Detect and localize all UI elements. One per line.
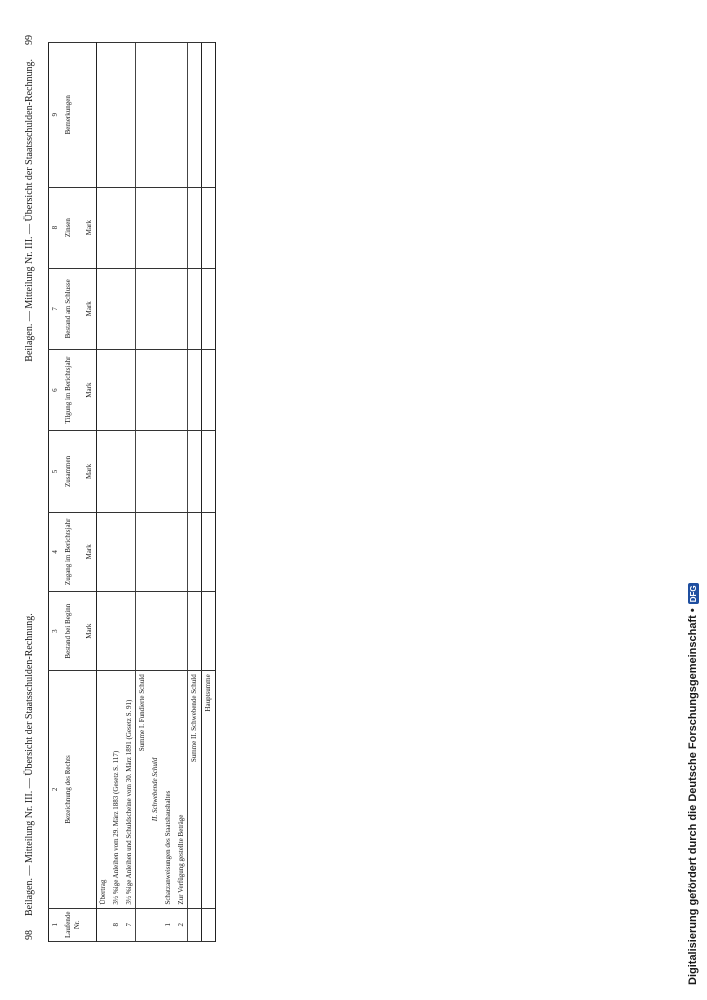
row-cell-col-4 [110, 512, 123, 591]
row-cell-col-5 [188, 431, 202, 512]
row-number [202, 908, 216, 941]
row-cell-col-3 [162, 592, 175, 671]
unit-col-7: Mark [83, 268, 96, 349]
colnum-3: 3 [49, 592, 62, 671]
dfg-logo: DFG [688, 585, 698, 603]
row-cell-col-3 [97, 592, 110, 671]
colnum-2: 2 [49, 671, 62, 908]
row-cell-col-7 [188, 268, 202, 349]
row-cell-col-6 [149, 349, 162, 430]
row-description: Summe II. Schwebende Schuld [188, 671, 202, 908]
subtotal-row [188, 43, 202, 942]
table-row [110, 43, 123, 942]
colnum-5: 5 [49, 431, 62, 512]
row-cell-col-7 [162, 268, 175, 349]
row-number: 7 [123, 908, 136, 941]
row-cell-col-7 [202, 268, 216, 349]
table-row [97, 43, 110, 942]
row-cell-col-9 [97, 43, 110, 188]
row-description: Hauptsumme [202, 671, 216, 908]
row-cell-col-8 [175, 187, 188, 268]
colnum-1: 1 [49, 908, 62, 941]
credit-text: Digitalisierung gefördert durch die Deutsche Forschungsgemeinschaft • [687, 608, 699, 985]
unit-col-5: Mark [83, 431, 96, 512]
row-number [188, 908, 202, 941]
row-cell-col-5 [97, 431, 110, 512]
row-number [149, 908, 162, 941]
row-description: Übertrag [97, 671, 110, 908]
row-cell-col-8 [136, 187, 149, 268]
row-description: 3½ %ige Anleihen und Schuldscheine vom 30. März 1891 (Gesetz S. 91) [123, 671, 136, 908]
row-number: 8 [110, 908, 123, 941]
colnum-4: 4 [49, 512, 62, 591]
row-cell-col-7 [149, 268, 162, 349]
table-row [162, 43, 175, 942]
row-cell-col-4 [188, 512, 202, 591]
left-page-number: 98 [23, 930, 35, 940]
header-zugang: Zugang im Berichtsjahr [62, 512, 84, 591]
row-cell-col-6 [123, 349, 136, 430]
header-bestand-beginn: Bestand bei Beginn [62, 592, 84, 671]
row-cell-col-3 [149, 592, 162, 671]
row-cell-col-6 [97, 349, 110, 430]
row-cell-col-4 [149, 512, 162, 591]
row-cell-col-5 [123, 431, 136, 512]
row-cell-col-5 [162, 431, 175, 512]
row-cell-col-5 [202, 431, 216, 512]
unit-row [83, 43, 96, 942]
row-cell-col-4 [175, 512, 188, 591]
row-cell-col-6 [110, 349, 123, 430]
header-zinsen: Zinsen [62, 187, 84, 268]
row-cell-col-3 [175, 592, 188, 671]
row-cell-col-4 [162, 512, 175, 591]
header-zusammen: Zusammen [62, 431, 84, 512]
right-page-number: 99 [23, 35, 35, 45]
ledger-table [48, 42, 216, 942]
row-cell-col-7 [175, 268, 188, 349]
row-cell-col-3 [202, 592, 216, 671]
header-bestand-schluss: Bestand am Schlusse [62, 268, 84, 349]
row-cell-col-4 [123, 512, 136, 591]
row-cell-col-4 [202, 512, 216, 591]
unit-col-3: Mark [83, 592, 96, 671]
row-cell-col-9 [175, 43, 188, 188]
row-description: Schatzanweisungen des Staatshaushaltes [162, 671, 175, 908]
row-cell-col-8 [97, 187, 110, 268]
left-running-title: Beilagen. — Mitteilung Nr. III. — Übersicht der Staatsschulden-Rechnung. [23, 613, 35, 916]
colnum-6: 6 [49, 349, 62, 430]
header-bezeichnung: Bezeichnung des Rechts [62, 671, 84, 908]
row-cell-col-8 [123, 187, 136, 268]
row-cell-col-6 [202, 349, 216, 430]
unit-col-8: Mark [83, 187, 96, 268]
unit-col-4: Mark [83, 512, 96, 591]
row-cell-col-8 [188, 187, 202, 268]
row-cell-col-5 [175, 431, 188, 512]
row-cell-col-4 [97, 512, 110, 591]
ledger-body [97, 43, 216, 942]
row-cell-col-3 [188, 592, 202, 671]
row-cell-col-7 [136, 268, 149, 349]
row-cell-col-8 [149, 187, 162, 268]
subtotal-row [136, 43, 149, 942]
row-cell-col-9 [110, 43, 123, 188]
row-cell-col-7 [97, 268, 110, 349]
row-cell-col-9 [136, 43, 149, 188]
unit-col-6: Mark [83, 349, 96, 430]
row-cell-col-4 [136, 512, 149, 591]
row-description: Zur Verfügung gestellte Beträge [175, 671, 188, 908]
colnum-8: 8 [49, 187, 62, 268]
row-description: 3½ %ige Anleihen vom 29. März 1883 (Gesetz S. 117) [110, 671, 123, 908]
row-description: Summe I. Fundierte Schuld [136, 671, 149, 908]
row-cell-col-5 [149, 431, 162, 512]
row-cell-col-6 [188, 349, 202, 430]
row-cell-col-7 [123, 268, 136, 349]
row-cell-col-9 [202, 43, 216, 188]
row-cell-col-3 [136, 592, 149, 671]
row-cell-col-8 [162, 187, 175, 268]
table-row [123, 43, 136, 942]
row-number [97, 908, 110, 941]
row-cell-col-3 [123, 592, 136, 671]
row-cell-col-6 [162, 349, 175, 430]
row-cell-col-8 [202, 187, 216, 268]
row-cell-col-9 [188, 43, 202, 188]
row-cell-col-5 [136, 431, 149, 512]
row-cell-col-9 [149, 43, 162, 188]
row-cell-col-7 [110, 268, 123, 349]
row-cell-col-6 [175, 349, 188, 430]
row-cell-col-5 [110, 431, 123, 512]
column-header-row [62, 43, 84, 942]
colnum-9: 9 [49, 43, 62, 188]
page-header [20, 35, 38, 940]
row-description: II. Schwebende Schuld [149, 671, 162, 908]
header-bemerkungen: Bemerkungen [62, 43, 84, 188]
header-laufende-nr: Laufende Nr. [62, 908, 84, 941]
digitization-credit [681, 0, 701, 1000]
row-cell-col-3 [110, 592, 123, 671]
row-cell-col-6 [136, 349, 149, 430]
row-cell-col-9 [162, 43, 175, 188]
column-number-row [49, 43, 62, 942]
table-row [175, 43, 188, 942]
row-number: 2 [175, 908, 188, 941]
section-row [149, 43, 162, 942]
header-tilgung: Tilgung im Berichtsjahr [62, 349, 84, 430]
right-running-title: Beilagen. — Mitteilung Nr. III. — Übersicht der Staatsschulden-Rechnung. [23, 59, 35, 362]
row-cell-col-8 [110, 187, 123, 268]
row-number [136, 908, 149, 941]
grand-total-row [202, 43, 216, 942]
row-number: 1 [162, 908, 175, 941]
row-cell-col-9 [123, 43, 136, 188]
colnum-7: 7 [49, 268, 62, 349]
